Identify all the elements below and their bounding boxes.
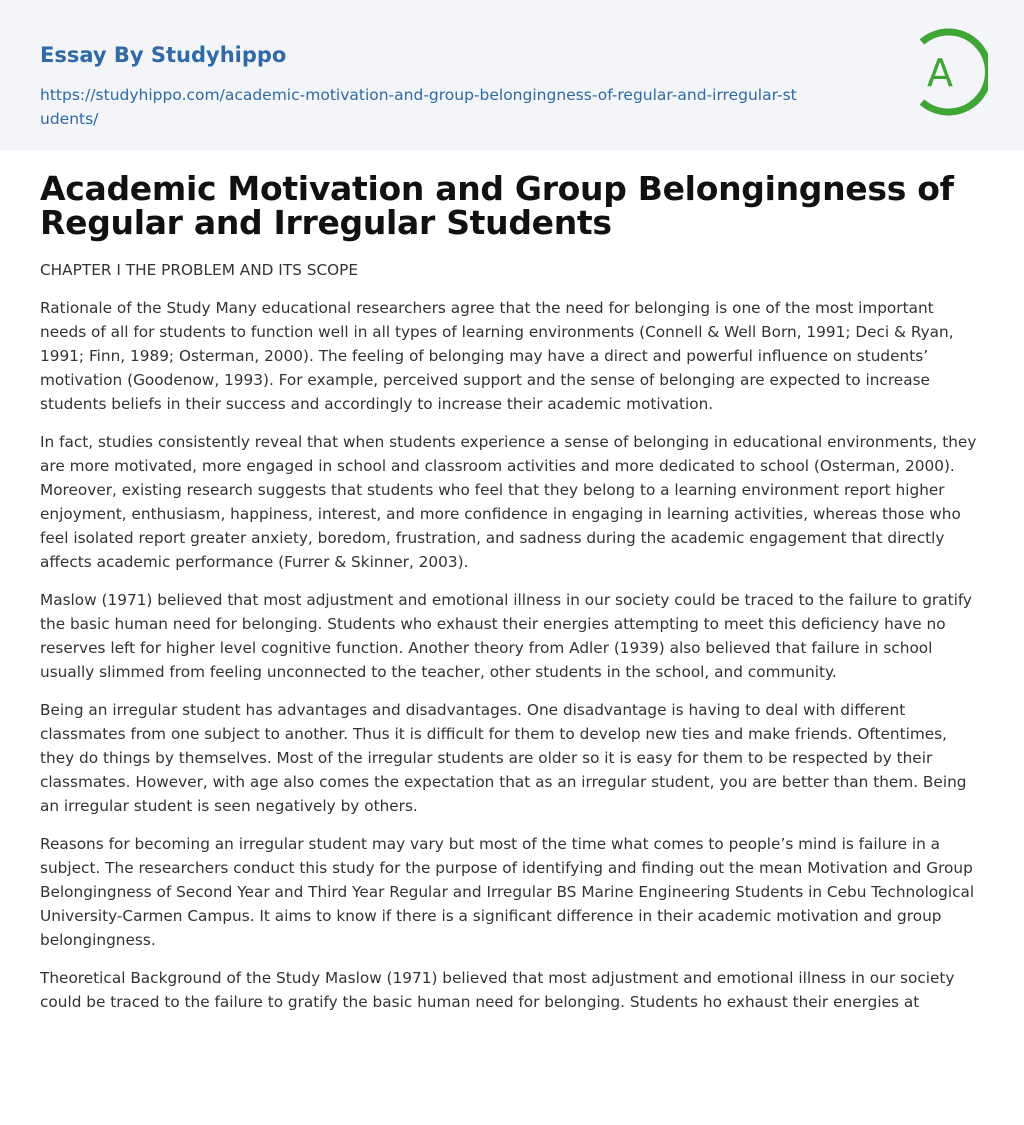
essay-title: Academic Motivation and Group Belongingness of Regular and Irregular Students bbox=[40, 169, 954, 242]
studyhippo-logo-icon[interactable] bbox=[900, 28, 988, 116]
paragraph: Theoretical Background of the Study Maslow (1971) believed that most adjustment and emotional illness in our society could be traced to the failure to gratify the basic human need for belonging. Students ho exhaust their energies at bbox=[40, 969, 955, 1011]
paragraph: Rationale of the Study Many educational researchers agree that the need for belonging is one of the most important needs of all for students to function well in all types of learning environments (Connell & Well Born, 1991; Deci & Ryan, 1991; Finn, 1989; Osterman, 2000). The feeling of belonging may have a direct and powerful influence on students’ motivation (Goodenow, 1993). For example, perceived support and the sense of belonging are expected to increase students beliefs in their success and accordingly to increase their academic motivation. bbox=[40, 299, 954, 413]
chapter-heading: CHAPTER I THE PROBLEM AND ITS SCOPE bbox=[40, 261, 359, 279]
paragraph: Reasons for becoming an irregular student may vary but most of the time what comes to people’s mind is failure in a subject. The researchers conduct this study for the purpose of identifying and finding out the mean Motivation and Group Belongingness of Second Year and Third Year Regular and Irregular BS Marine Engineering Students in Cebu Technological University-Carmen Campus. It aims to know if there is a significant difference in their academic motivation and group belongingness. bbox=[40, 835, 975, 949]
paragraph: Being an irregular student has advantages and disadvantages. One disadvantage is having to deal with different classmates from one subject to another. Thus it is difficult for them to develop new ties and make friends. Oftentimes, they do things by themselves. Most of the irregular students are older so it is easy for them to be respected by their classmates. However, with age also comes the expectation that as an irregular student, you are better than them. Being an irregular student is seen negatively by others. bbox=[40, 701, 967, 815]
essay-url-link[interactable]: https://studyhippo.com/academic-motivation-and-group-belongingness-of-regular-and-irregular-students/ bbox=[40, 86, 797, 128]
logo-letter: A bbox=[927, 51, 953, 95]
paragraph: In fact, studies consistently reveal that when students experience a sense of belonging in educational environments, they are more motivated, more engaged in school and classroom activities and more dedicated to school (Osterman, 2000). Moreover, existing research suggests that students who feel that they belong to a learning environment report higher enjoyment, enthusiasm, happiness, interest, and more confidence in engaging in learning activities, whereas those who feel isolated report greater anxiety, boredom, frustration, and sadness during the academic engagement that directly affects academic performance (Furrer & Skinner, 2003). bbox=[40, 433, 977, 571]
essay-content bbox=[0, 169, 1024, 1014]
site-header bbox=[0, 0, 1024, 150]
site-brand[interactable]: Essay By Studyhippo bbox=[40, 43, 287, 67]
paragraph: Maslow (1971) believed that most adjustment and emotional illness in our society could be traced to the failure to gratify the basic human need for belonging. Students who exhaust their energies attempting to meet this deficiency have no reserves left for higher level cognitive function. Another theory from Adler (1939) also believed that failure in school usually slimmed from feeling unconnected to the teacher, other students in the school, and community. bbox=[40, 591, 972, 681]
